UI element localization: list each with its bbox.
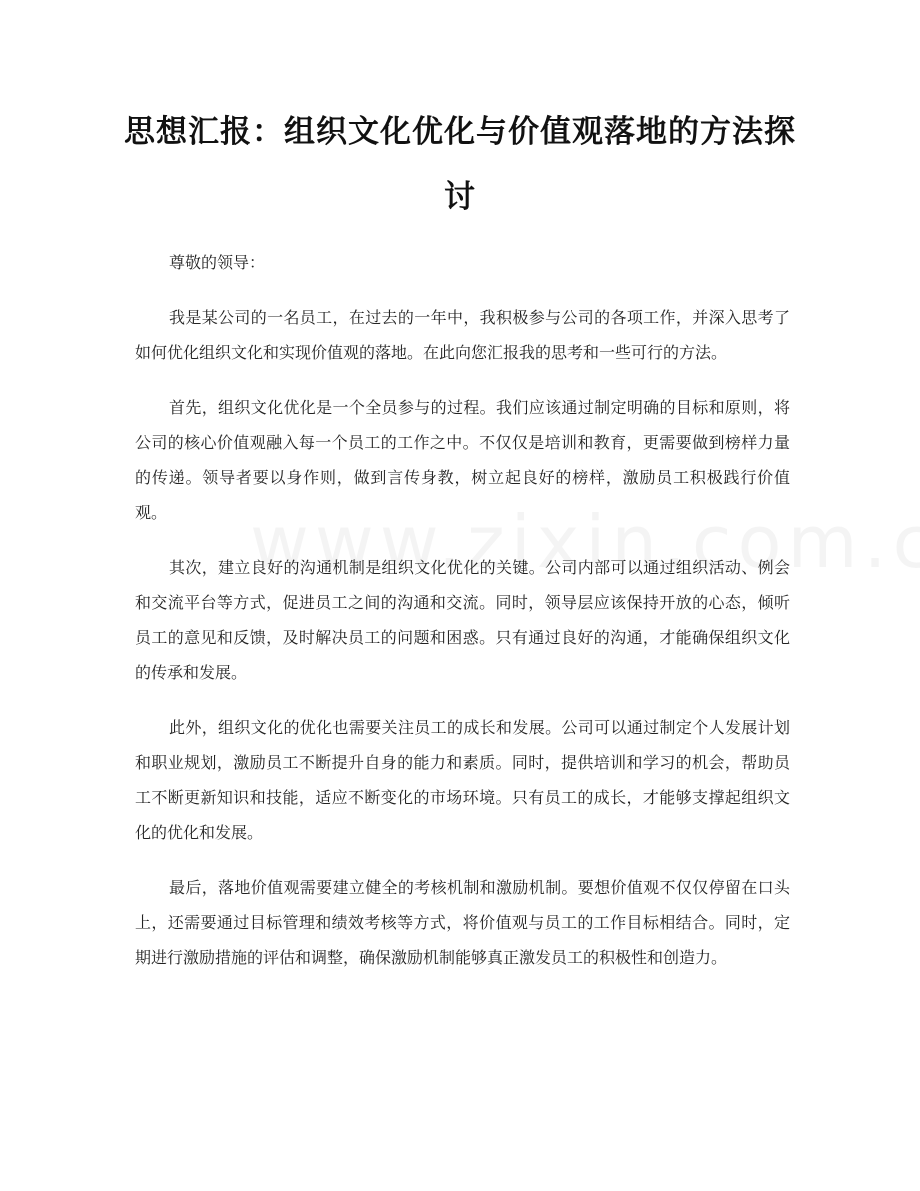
paragraph-first: 首先，组织文化优化是一个全员参与的过程。我们应该通过制定明确的目标和原则，将公司的核心价值观融入每一个员工的工作之中。不仅仅是培训和教育，更需要做到榜样力量的传递。领导者要以身作则，做到言传身教，树立起良好的榜样，激励员工积极践行价值观。 [135,398,790,522]
document-title: 思想汇报：组织文化优化与价值观落地的方法探讨 [124,114,796,215]
paragraph-last: 最后，落地价值观需要建立健全的考核机制和激励机制。要想价值观不仅仅停留在口头上，还需要通过目标管理和绩效考核等方式，将价值观与员工的工作目标相结合。同时，定期进行激励措施的评估和调整，确保激励机制能够真正激发员工的积极性和创造力。 [135,878,790,967]
paragraph-second: 其次，建立良好的沟通机制是组织文化优化的关键。公司内部可以通过组织活动、例会和交流平台等方式，促进员工之间的沟通和交流。同时，领导层应该保持开放的心态，倾听员工的意见和反馈，及时解决员工的问题和困惑。只有通过良好的沟通，才能确保组织文化的传承和发展。 [135,558,790,682]
paragraph-third: 此外，组织文化的优化也需要关注员工的成长和发展。公司可以通过制定个人发展计划和职业规划，激励员工不断提升自身的能力和素质。同时，提供培训和学习的机会，帮助员工不断更新知识和技能，适应不断变化的市场环境。只有员工的成长，才能够支撑起组织文化的优化和发展。 [135,718,790,842]
document-body [135,245,790,995]
paragraph-intro: 我是某公司的一名员工，在过去的一年中，我积极参与公司的各项工作，并深入思考了如何优化组织文化和实现价值观的落地。在此向您汇报我的思考和一些可行的方法。 [135,308,790,362]
salutation: 尊敬的领导： [169,253,266,272]
